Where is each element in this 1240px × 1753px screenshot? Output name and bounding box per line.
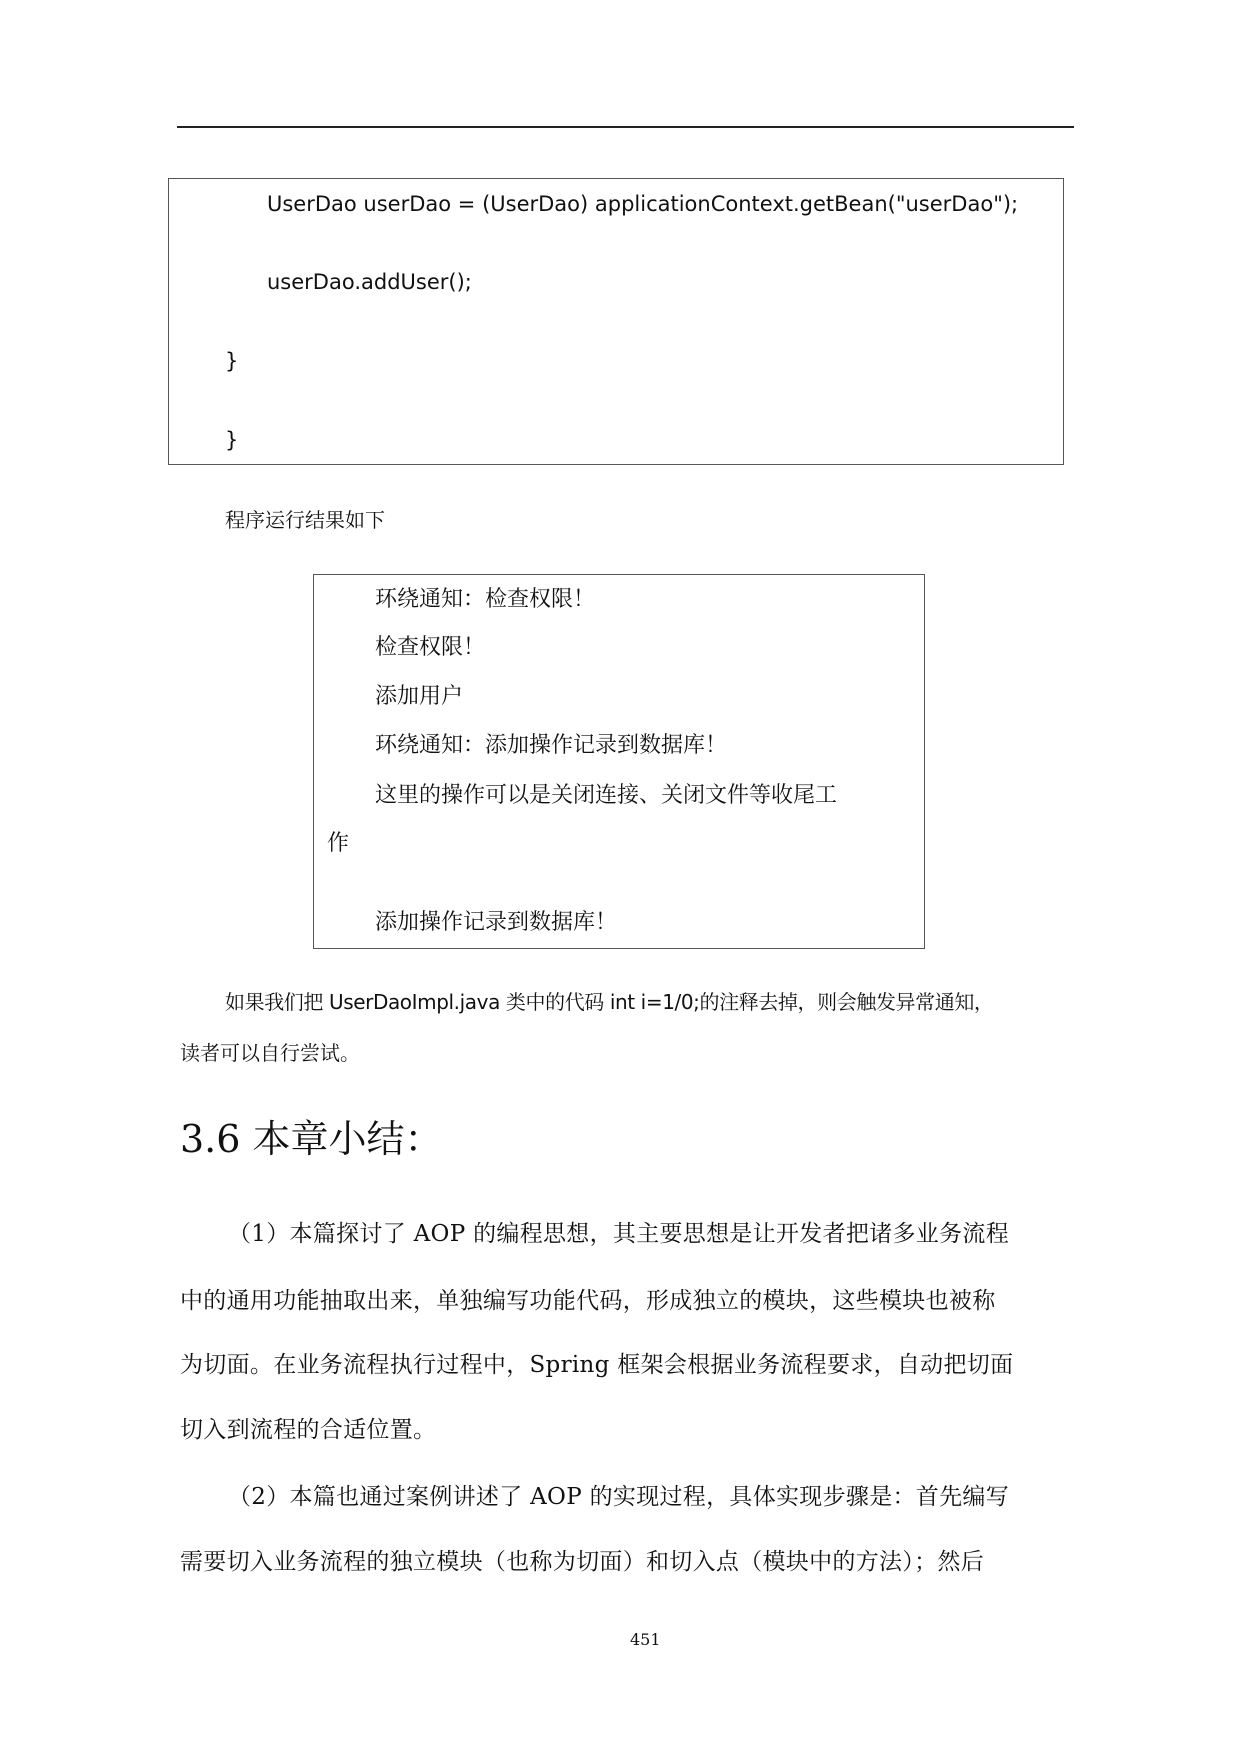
paragraph-line: 需要切入业务流程的独立模块（也称为切面）和切入点（模块中的方法）；然后 (180, 1549, 984, 1575)
code-block (168, 178, 1064, 465)
code-line: userDao.addUser(); (267, 270, 472, 294)
header-rule (177, 126, 1074, 128)
output-line: 环绕通知：添加操作记录到数据库！ (375, 733, 728, 758)
paragraph-line: （2）本篇也通过案例讲述了 AOP 的实现过程，具体实现步骤是：首先编写 (228, 1484, 1009, 1510)
output-block (313, 574, 925, 949)
result-intro: 程序运行结果如下 (225, 508, 385, 532)
note-line: 读者可以自行尝试。 (180, 1041, 360, 1065)
page-number: 451 (630, 1630, 661, 1649)
output-line: 环绕通知：检查权限！ (375, 587, 596, 612)
paragraph-line: 切入到流程的合适位置。 (180, 1417, 437, 1443)
output-line: 添加操作记录到数据库！ (375, 910, 618, 935)
output-line: 作 (327, 831, 350, 856)
code-line: } (225, 428, 239, 452)
paragraph-line: 为切面。在业务流程执行过程中，Spring 框架会根据业务流程要求，自动把切面 (180, 1352, 1014, 1378)
paragraph-line: 中的通用功能抽取出来，单独编写功能代码，形成独立的模块，这些模块也被称 (180, 1288, 996, 1314)
code-line: } (225, 349, 239, 373)
note-line: 如果我们把 UserDaoImpl.java 类中的代码 int i=1/0;的注释去掉，则会触发异常通知， (225, 990, 994, 1014)
output-line: 添加用户 (375, 684, 464, 709)
output-line: 这里的操作可以是关闭连接、关闭文件等收尾工 (375, 783, 838, 808)
code-line: UserDao userDao = (UserDao) applicationContext.getBean("userDao"); (267, 192, 1019, 216)
paragraph-line: （1）本篇探讨了 AOP 的编程思想，其主要思想是让开发者把诸多业务流程 (228, 1221, 1009, 1247)
section-heading: 3.6 本章小结： (180, 1117, 443, 1161)
output-line: 检查权限！ (375, 635, 486, 660)
